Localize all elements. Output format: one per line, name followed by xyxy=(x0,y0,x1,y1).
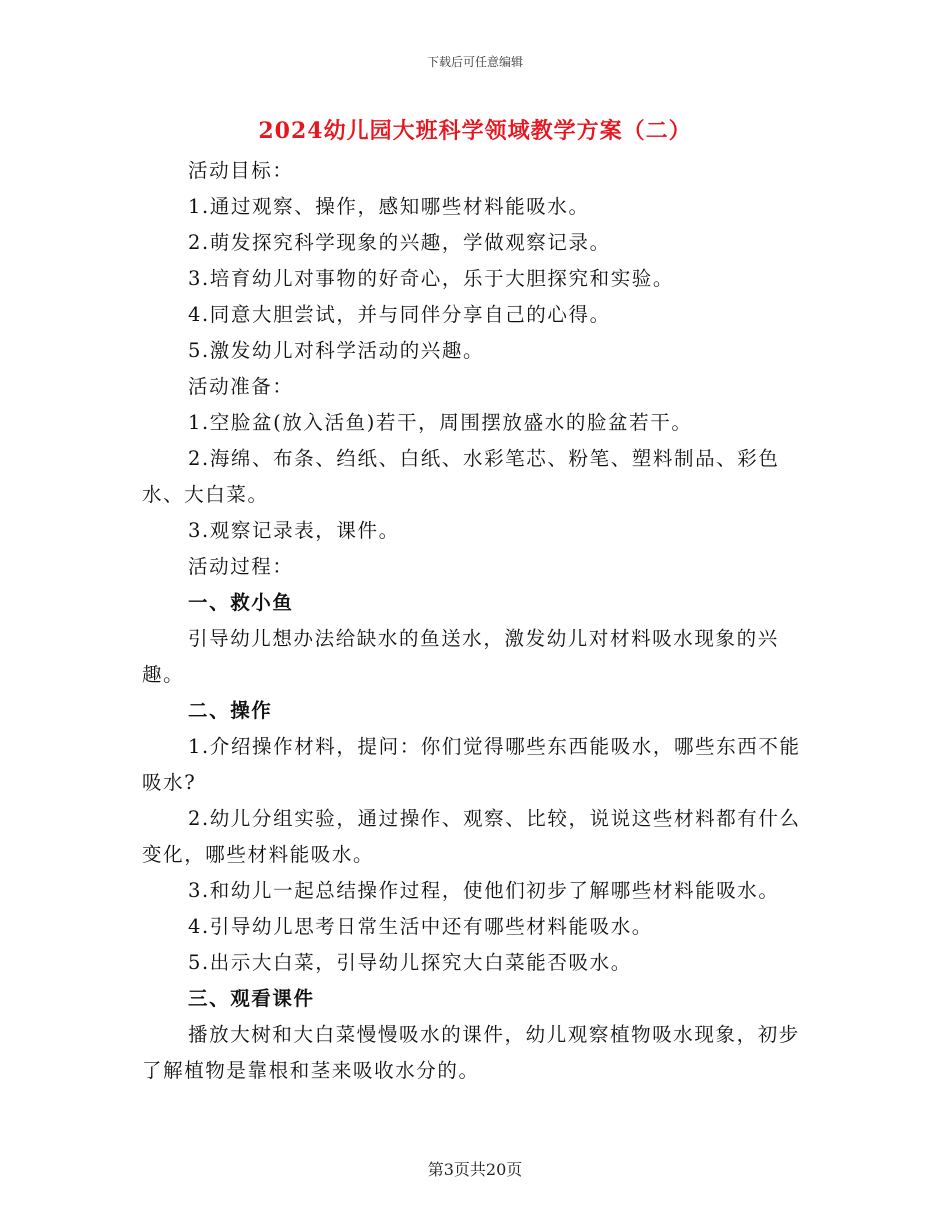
paragraph: 活动准备： xyxy=(188,375,294,398)
paragraph: 3.和幼儿一起总结操作过程，使他们初步了解哪些材料能吸水。 xyxy=(188,879,780,902)
section-heading: 三、观看课件 xyxy=(188,987,315,1010)
paragraph: 引导幼儿想办法给缺水的鱼送水，激发幼儿对材料吸水现象的兴趣。 xyxy=(142,627,779,686)
paragraph: 3.观察记录表，课件。 xyxy=(188,519,400,542)
document-title: 2024幼儿园大班科学领域教学方案（二） xyxy=(258,118,692,144)
paragraph: 5.出示大白菜，引导幼儿探究大白菜能否吸水。 xyxy=(188,951,632,974)
section-heading: 二、操作 xyxy=(188,699,273,722)
page-number: 第3页共20页 xyxy=(427,1160,523,1179)
paragraph: 活动过程： xyxy=(188,555,294,578)
paragraph: 4.引导幼儿思考日常生活中还有哪些材料能吸水。 xyxy=(188,915,653,938)
document-body xyxy=(142,153,802,1089)
paragraph: 2.幼儿分组实验，通过操作、观察、比较，说说这些材料都有什么变化，哪些材料能吸水。 xyxy=(142,807,801,866)
paragraph: 1.介绍操作材料，提问：你们觉得哪些东西能吸水，哪些东西不能吸水? xyxy=(142,735,801,794)
paragraph: 3.培育幼儿对事物的好奇心，乐于大胆探究和实验。 xyxy=(188,267,675,290)
paragraph: 2.萌发探究科学现象的兴趣，学做观察记录。 xyxy=(188,231,611,254)
header-note: 下载后可任意编辑 xyxy=(426,55,523,69)
section-heading: 一、救小鱼 xyxy=(188,591,294,614)
paragraph: 播放大树和大白菜慢慢吸水的课件，幼儿观察植物吸水现象，初步了解植物是靠根和茎来吸收水分的。 xyxy=(142,1023,800,1082)
paragraph: 1.通过观察、操作，感知哪些材料能吸水。 xyxy=(188,195,590,218)
paragraph: 5.激发幼儿对科学活动的兴趣。 xyxy=(188,339,485,362)
paragraph: 4.同意大胆尝试，并与同伴分享自己的心得。 xyxy=(188,303,611,326)
paragraph: 2.海绵、布条、绉纸、白纸、水彩笔芯、粉笔、塑料制品、彩色水、大白菜。 xyxy=(142,447,780,506)
paragraph: 活动目标： xyxy=(188,159,294,182)
paragraph: 1.空脸盆(放入活鱼)若干，周围摆放盛水的脸盆若干。 xyxy=(188,411,693,434)
